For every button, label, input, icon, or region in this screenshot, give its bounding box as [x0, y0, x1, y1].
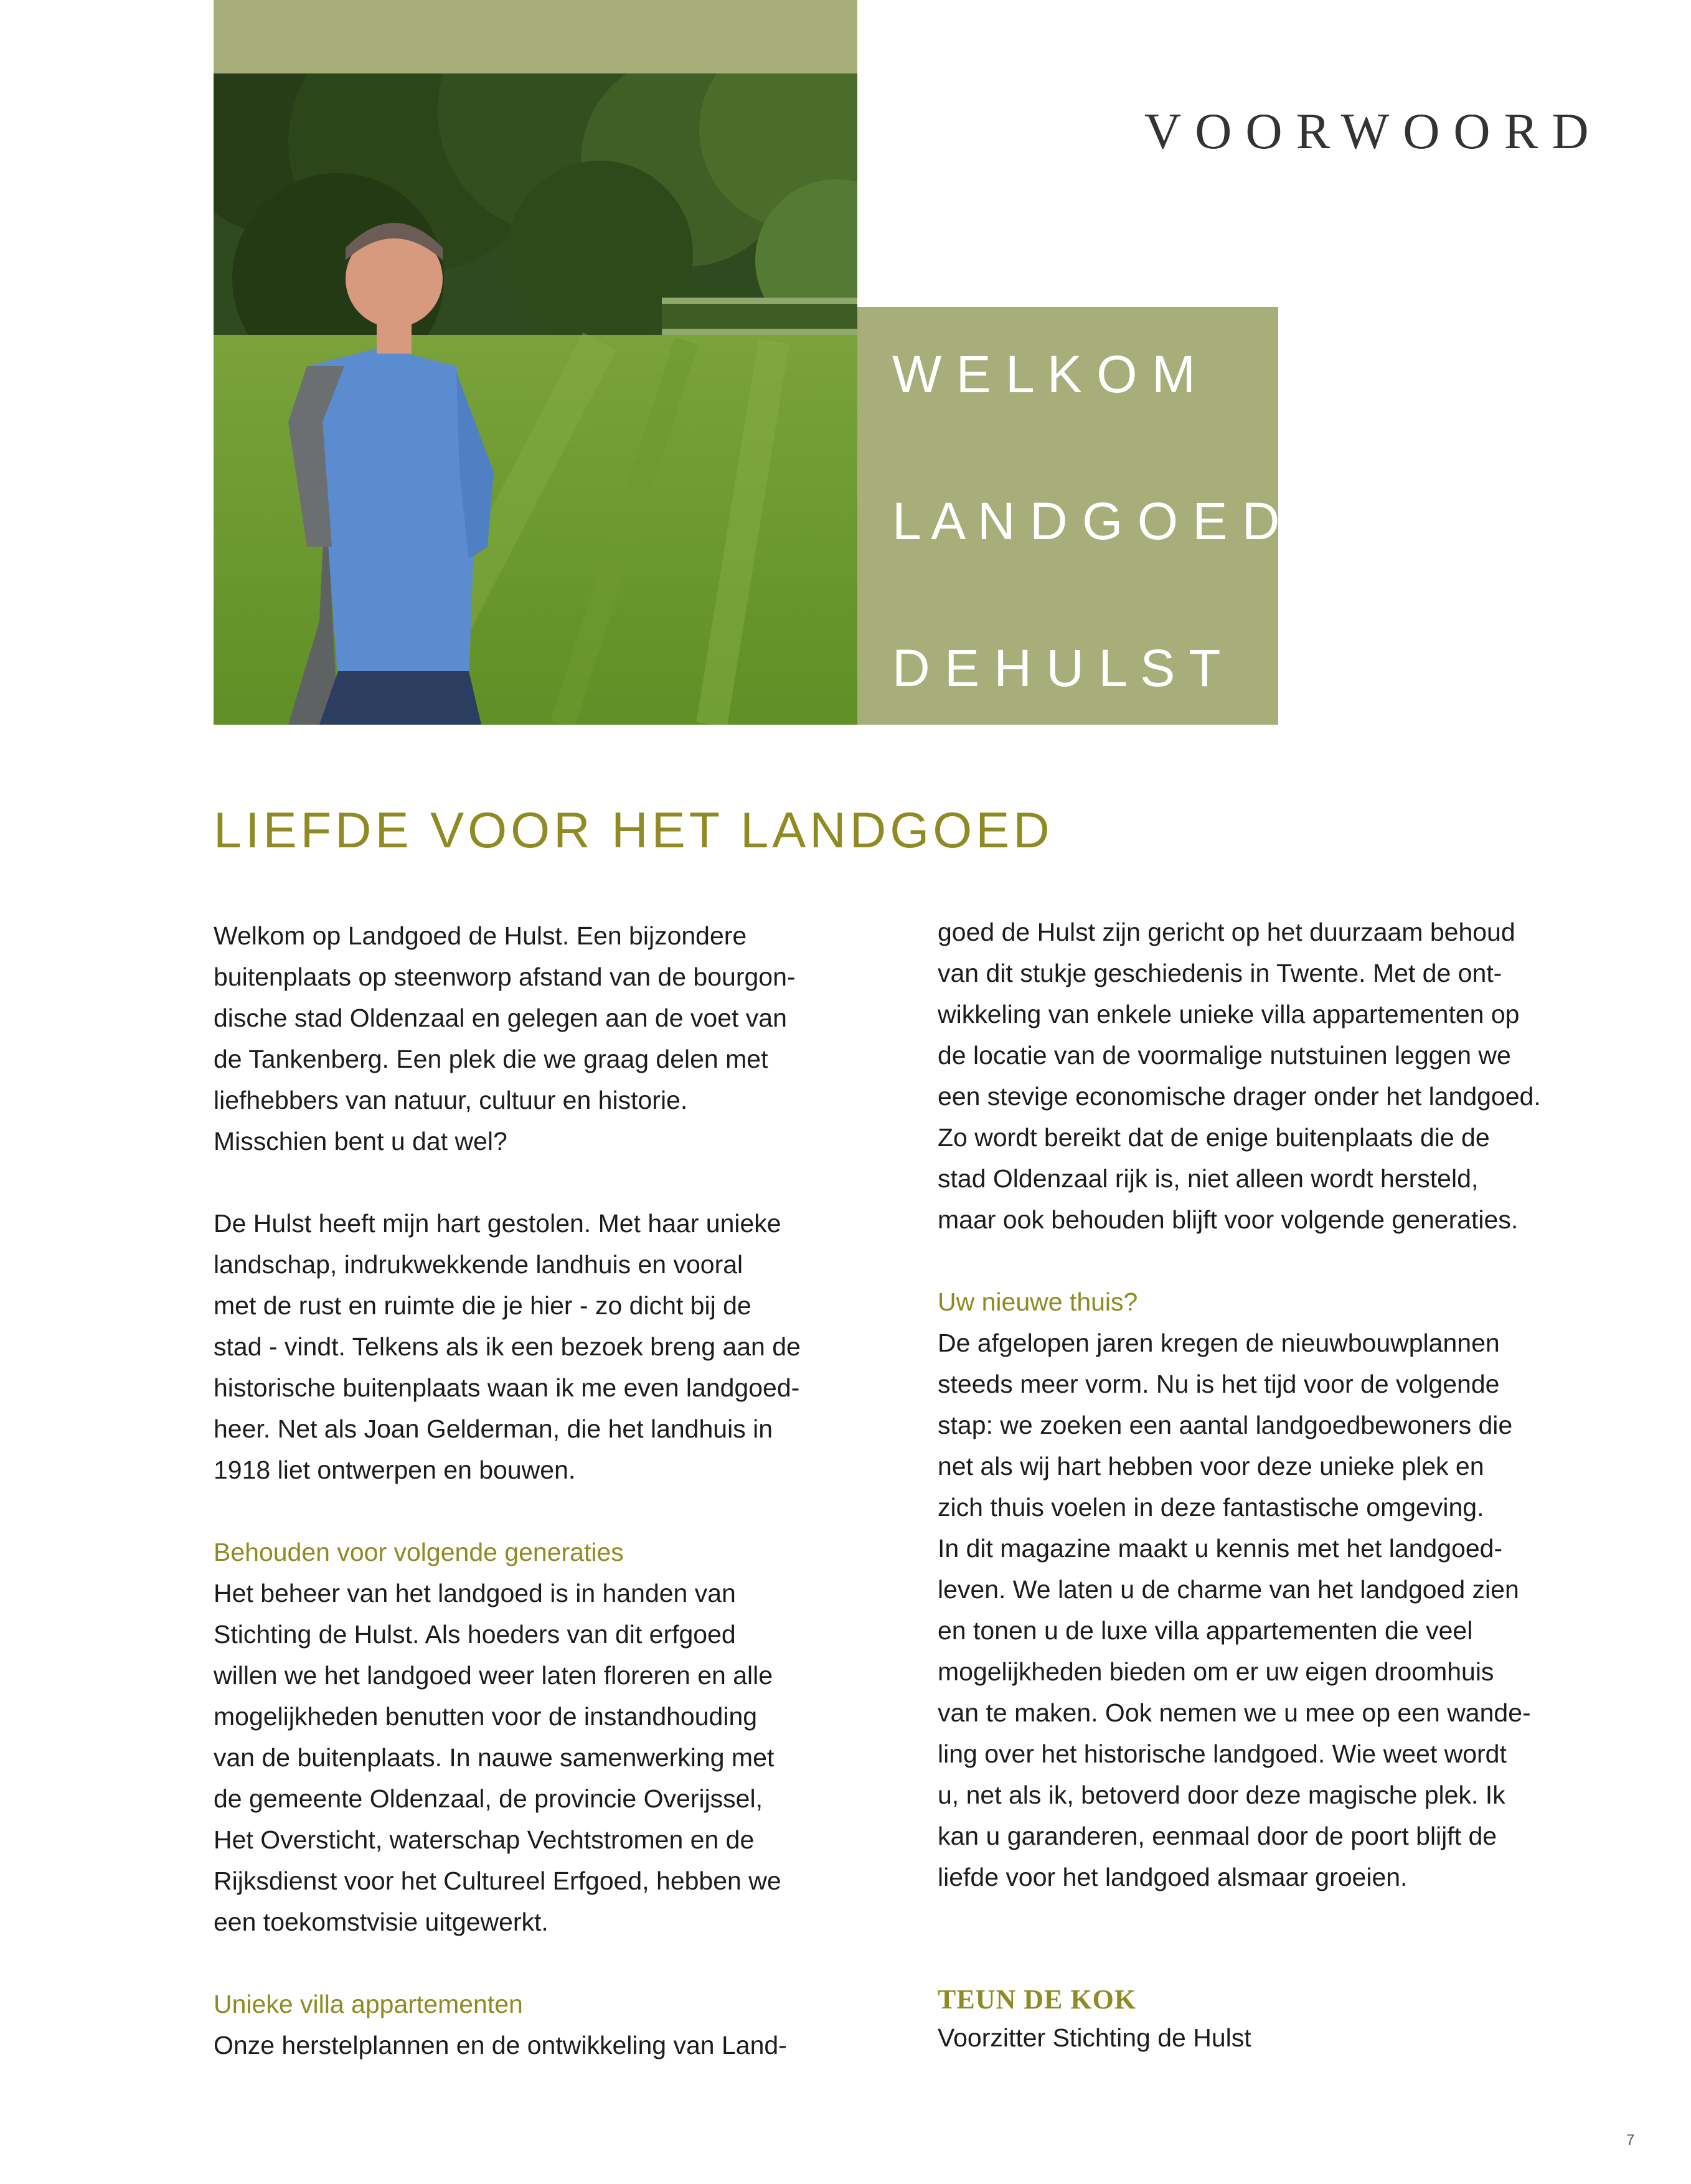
body-line: liefhebbers van natuur, cultuur en historie.: [214, 1086, 688, 1114]
body-line: stad - vindt. Telkens als ik een bezoek breng aan de: [214, 1332, 801, 1361]
hero-photo: [214, 73, 857, 725]
body-line: ling over het historische landgoed. Wie weet wordt: [938, 1739, 1507, 1768]
body-line: stap: we zoeken een aantal landgoedbewoners die: [938, 1411, 1513, 1439]
body-line: 1918 liet ontwerpen en bouwen.: [214, 1456, 576, 1484]
article-column-left: [214, 915, 874, 2066]
body-line: In dit magazine maakt u kennis met het landgoed-: [938, 1534, 1503, 1563]
welkom-line-3: D E H U L S T: [892, 639, 1221, 697]
welkom-line-1: W E L K O M: [892, 345, 1195, 403]
signature-name: TEUN DE KOK: [938, 1984, 1137, 2015]
body-line: kan u garanderen, eenmaal door de poort blijft de: [938, 1822, 1497, 1850]
body-line: wikkeling van enkele unieke villa appartementen op: [938, 1000, 1520, 1028]
body-line: mogelijkheden benutten voor de instandhouding: [214, 1702, 758, 1731]
signature-role: Voorzitter Stichting de Hulst: [938, 2023, 1251, 2052]
body-line: steeds meer vorm. Nu is het tijd voor de volgende: [938, 1370, 1500, 1398]
subheading: Unieke villa appartementen: [214, 1990, 523, 2018]
body-line: buitenplaats op steenworp afstand van de bourgon-: [214, 963, 796, 991]
body-line: van de buitenplaats. In nauwe samenwerking met: [214, 1743, 775, 1772]
body-line: dische stad Oldenzaal en gelegen aan de voet van: [214, 1004, 787, 1032]
body-line: goed de Hulst zijn gericht op het duurzaam behoud: [938, 918, 1515, 946]
paragraph-gap: [214, 1162, 874, 1203]
body-line: De Hulst heeft mijn hart gestolen. Met haar unieke: [214, 1209, 781, 1238]
welkom-line-2: L A N D G O E D: [892, 492, 1280, 550]
body-line: De afgelopen jaren kregen de nieuwbouwplannen: [938, 1329, 1500, 1357]
paragraph-gap: [938, 1240, 1598, 1281]
body-line: Zo wordt bereikt dat de enige buitenplaats die de: [938, 1123, 1490, 1152]
body-line: Misschien bent u dat wel?: [214, 1127, 507, 1156]
page-number: 7: [1626, 2132, 1635, 2149]
body-line: de locatie van de voormalige nutstuinen leggen we: [938, 1041, 1511, 1070]
paragraph-gap: [214, 1942, 874, 1984]
body-line: stad Oldenzaal rijk is, niet alleen wordt hersteld,: [938, 1164, 1479, 1193]
body-line: Rijksdienst voor het Cultureel Erfgoed, hebben we: [214, 1866, 781, 1895]
welkom-title-block: [857, 307, 1278, 725]
body-line: net als wij hart hebben voor deze unieke plek en: [938, 1452, 1484, 1480]
body-line: mogelijkheden bieden om er uw eigen droomhuis: [938, 1657, 1494, 1686]
body-line: zich thuis voelen in deze fantastische omgeving.: [938, 1493, 1484, 1522]
body-line: u, net als ik, betoverd door deze magische plek. Ik: [938, 1781, 1505, 1809]
body-line: willen we het landgoed weer laten floreren en alle: [214, 1661, 773, 1690]
body-line: heer. Net als Joan Gelderman, die het landhuis in: [214, 1414, 773, 1443]
body-line: van te maken. Ook nemen we u mee op een wande-: [938, 1698, 1531, 1727]
body-line: maar ook behouden blijft voor volgende generaties.: [938, 1205, 1519, 1234]
body-line: de gemeente Oldenzaal, de provincie Overijssel,: [214, 1784, 763, 1813]
body-line: Welkom op Landgoed de Hulst. Een bijzondere: [214, 921, 747, 950]
body-line: Onze herstelplannen en de ontwikkeling van Land-: [214, 2031, 787, 2059]
body-line: een stevige economische drager onder het landgoed.: [938, 1082, 1541, 1111]
body-line: en tonen u de luxe villa appartementen die veel: [938, 1616, 1473, 1645]
body-line: liefde voor het landgoed alsmaar groeien.: [938, 1863, 1408, 1891]
section-label: VOORWOORD: [1144, 103, 1603, 159]
body-line: Het beheer van het landgoed is in handen van: [214, 1579, 736, 1607]
paragraph-gap: [214, 1490, 874, 1532]
body-line: landschap, indrukwekkende landhuis en vooral: [214, 1250, 743, 1279]
body-line: met de rust en ruimte die je hier - zo dicht bij de: [214, 1291, 751, 1320]
top-olive-bar: [214, 0, 857, 73]
body-line: leven. We laten u de charme van het landgoed zien: [938, 1575, 1519, 1604]
body-line: Het Oversticht, waterschap Vechtstromen en de: [214, 1825, 755, 1854]
body-line: historische buitenplaats waan ik me even landgoed-: [214, 1373, 800, 1402]
subheading: Behouden voor volgende generaties: [214, 1538, 624, 1566]
article-column-right: [938, 911, 1598, 1898]
body-line: van dit stukje geschiedenis in Twente. Met de ont-: [938, 959, 1502, 987]
body-line: een toekomstvisie uitgewerkt.: [214, 1908, 549, 1936]
subheading: Uw nieuwe thuis?: [938, 1287, 1138, 1316]
body-line: Stichting de Hulst. Als hoeders van dit erfgoed: [214, 1620, 736, 1649]
article-headline: LIEFDE VOOR HET LANDGOED: [214, 803, 1053, 859]
body-line: de Tankenberg. Een plek die we graag delen met: [214, 1045, 768, 1073]
